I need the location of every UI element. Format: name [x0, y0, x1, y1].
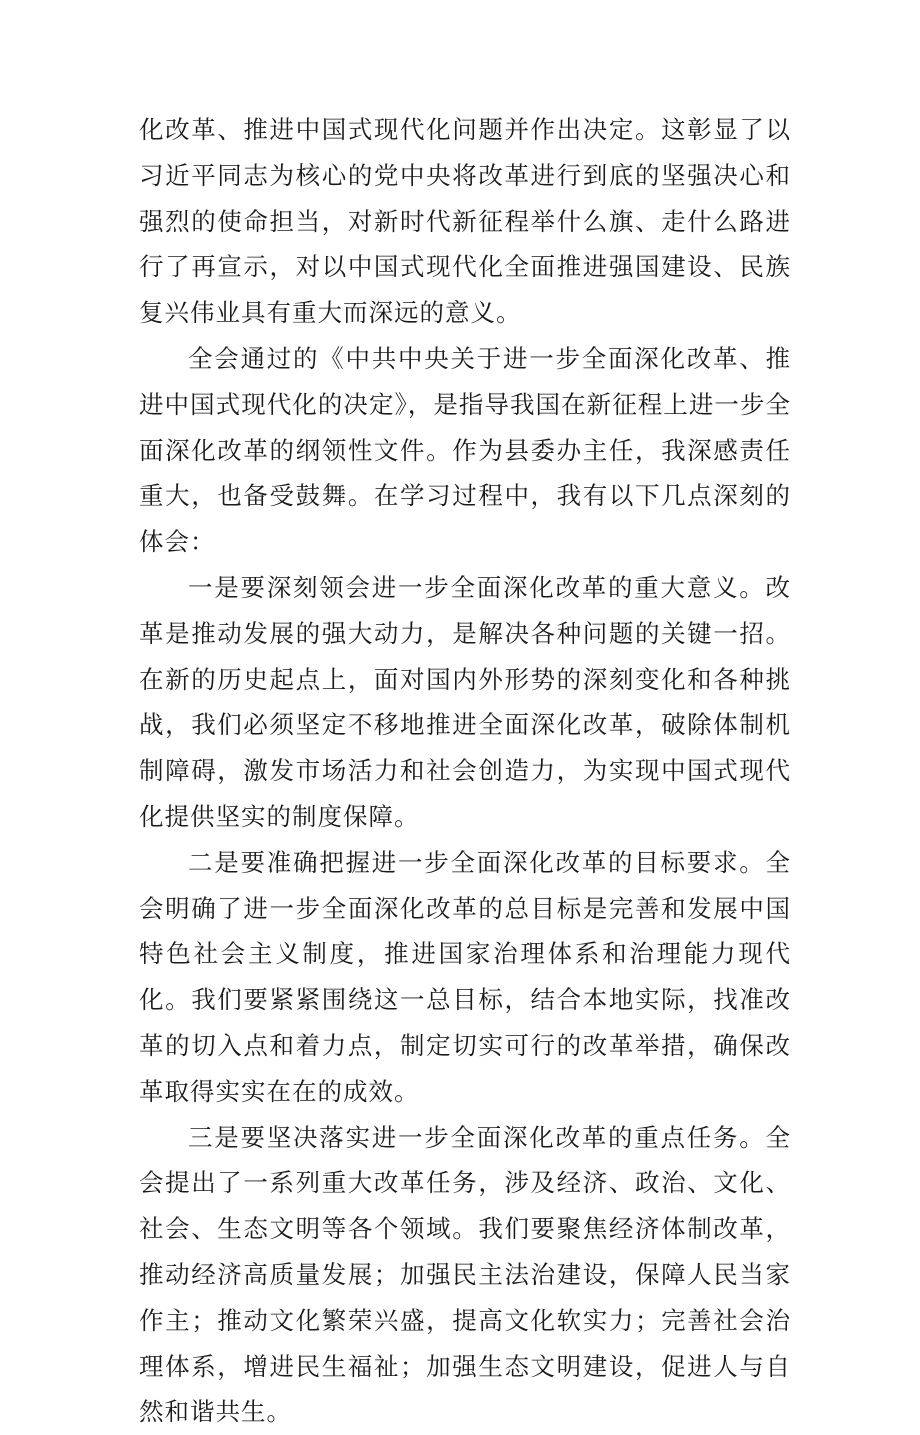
document-body: [139, 107, 791, 1435]
paragraph-point-two: 二是要准确把握进一步全面深化改革的目标要求。全会明确了进一步全面深化改革的总目标是完善和发展中国特色社会主义制度，推进国家治理体系和治理能力现代化。我们要紧紧围绕这一总目标，结合本地实际，找准改革的切入点和着力点，制定切实可行的改革举措，确保改革取得实实在在的成效。: [139, 847, 791, 1106]
paragraph-continuation: 化改革、推进中国式现代化问题并作出决定。这彰显了以习近平同志为核心的党中央将改革进行到底的坚强决心和强烈的使命担当，对新时代新征程举什么旗、走什么路进行了再宣示，对以中国式现代化全面推进强国建设、民族复兴伟业具有重大而深远的意义。: [139, 115, 791, 328]
paragraph-plenum-decision: 全会通过的《中共中央关于进一步全面深化改革、推进中国式现代化的决定》，是指导我国在新征程上进一步全面深化改革的纲领性文件。作为县委办主任，我深感责任重大，也备受鼓舞。在学习过程中，我有以下几点深刻的体会：: [139, 343, 791, 557]
paragraph-point-one: 一是要深刻领会进一步全面深化改革的重大意义。改革是推动发展的强大动力，是解决各种问题的关键一招。在新的历史起点上，面对国内外形势的深刻变化和各种挑战，我们必须坚定不移地推进全面深化改革，破除体制机制障碍，激发市场活力和社会创造力，为实现中国式现代化提供坚实的制度保障。: [139, 572, 791, 831]
paragraph-point-three: 三是要坚决落实进一步全面深化改革的重点任务。全会提出了一系列重大改革任务，涉及经济、政治、文化、社会、生态文明等各个领域。我们要聚焦经济体制改革，推动经济高质量发展；加强民主法治建设，保障人民当家作主；推动文化繁荣兴盛，提高文化软实力；完善社会治理体系，增进民生福祉；加强生态文明建设，促进人与自然和谐共生。: [139, 1122, 791, 1427]
